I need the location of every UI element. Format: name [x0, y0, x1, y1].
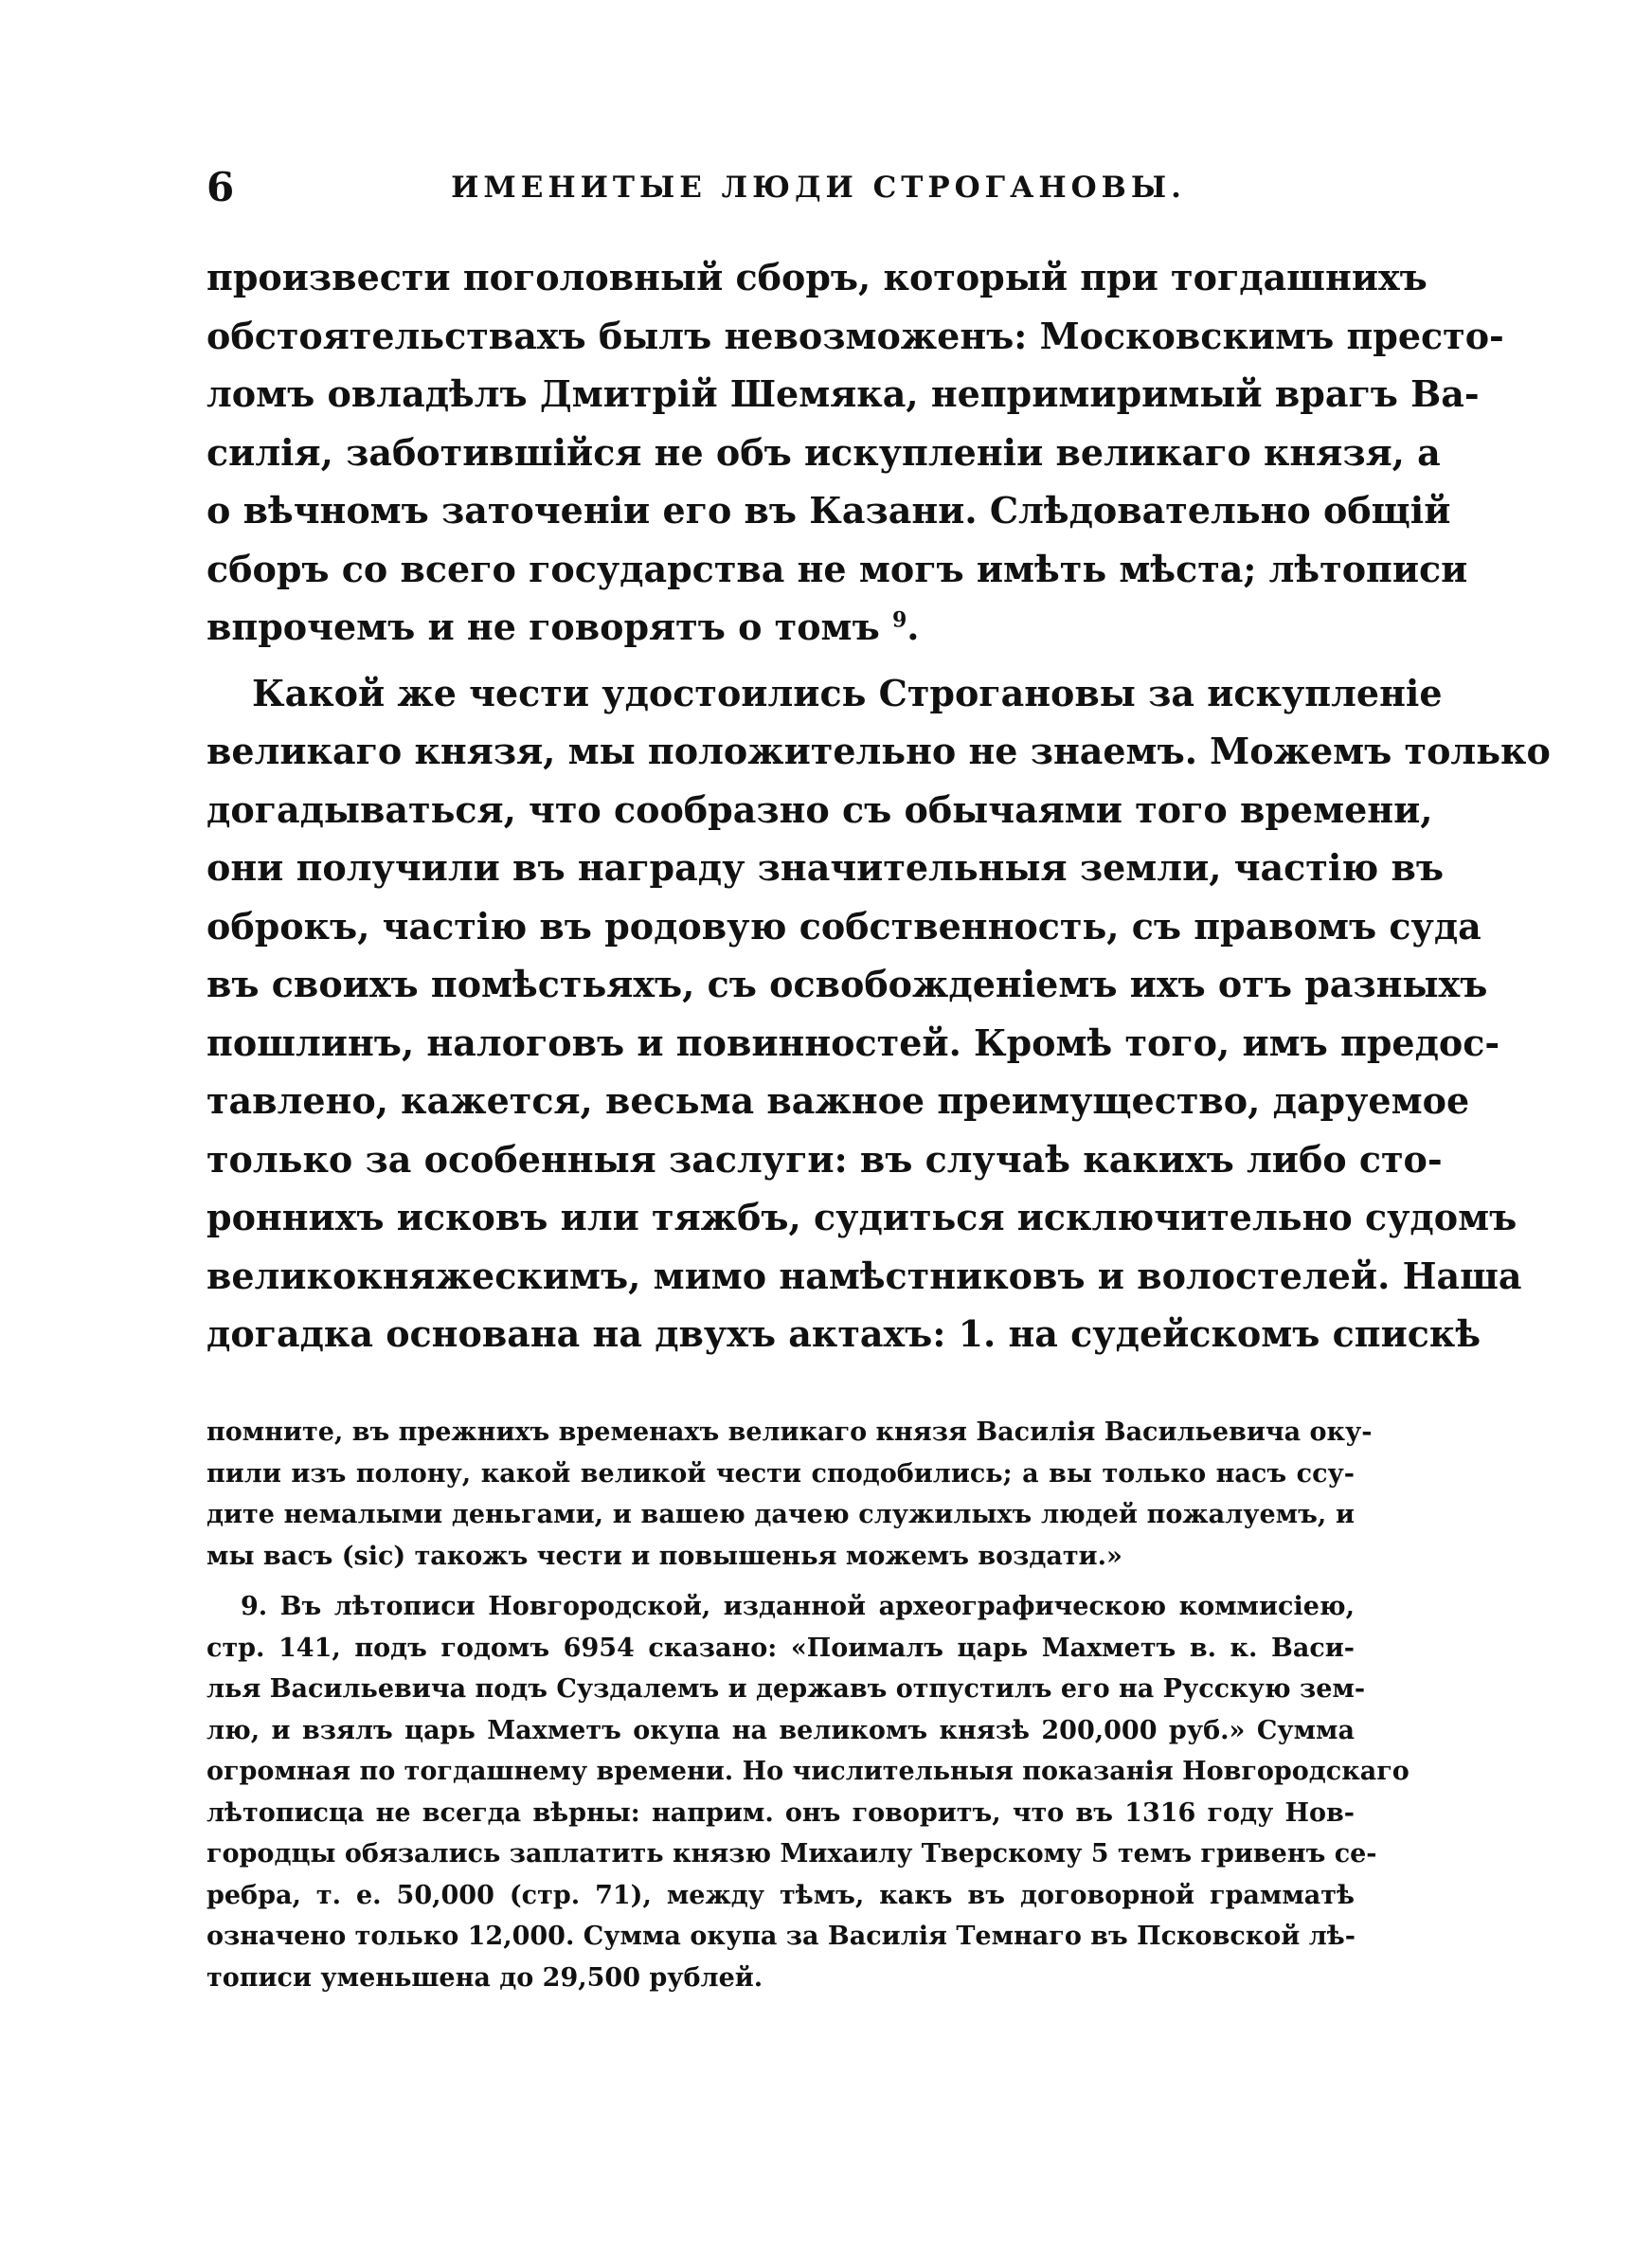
- footnote-9-line: тописи уменьшена до 29,500 рублей.: [206, 1962, 763, 1993]
- text-line: догадываться, что сообразно съ обычаями того времени,: [206, 787, 1433, 831]
- footnote-9-line: стр. 141, подъ годомъ 6954 сказано: «Поималъ царь Махметъ в. к. Васи-: [206, 1633, 1355, 1663]
- text-line: въ своихъ помѣстьяхъ, съ освобожденіемъ ихъ отъ разныхъ: [206, 963, 1488, 1005]
- text-line: оброкъ, частію въ родовую собственность, съ правомъ суда: [206, 904, 1481, 948]
- footnote-9-line: лья Васильевича подъ Суздалемъ и державъ отпустилъ его на Русскую зем-: [206, 1674, 1366, 1704]
- footnote-line: помните, въ прежнихъ временахъ великаго князя Василія Васильевича оку-: [206, 1417, 1373, 1447]
- footnote-9-line: ребра, т. е. 50,000 (стр. 71), между тѣмъ, какъ въ договорной грамматѣ: [206, 1880, 1355, 1910]
- footnotes: [206, 1412, 1410, 1998]
- footnote-9-line: 9. Въ лѣтописи Новгородской, изданной археографическою коммисіею,: [241, 1592, 1355, 1621]
- page-header: [206, 159, 1355, 216]
- text-line: тавлено, кажется, весьма важное преимущество, даруемое: [206, 1079, 1470, 1122]
- text-line: они получили въ награду значительныя земли, частію въ: [206, 846, 1445, 889]
- text-line: о вѣчномъ заточеніи его въ Казани. Слѣдовательно общій: [206, 489, 1451, 532]
- main-text: [206, 248, 1551, 1363]
- text-line: догадка основана на двухъ актахъ: 1. на судейскомъ спискѣ: [206, 1312, 1481, 1355]
- footnote-line: мы васъ (sic) такожъ чести и повышенья можемъ воздати.»: [206, 1541, 1122, 1571]
- running-title: ИМЕНИТЫЕ ЛЮДИ СТРОГАНОВЫ.: [451, 171, 1186, 205]
- footnote-9-line: означено только 12,000. Сумма окупа за Василія Темнаго въ Псковской лѣ-: [206, 1922, 1356, 1951]
- text-line: обстоятельствахъ былъ невозможенъ: Московскимъ престо-: [206, 314, 1504, 357]
- text-line: силія, заботившійся не объ искупленіи великаго князя, а: [206, 430, 1441, 474]
- footnote-line: дите немалыми деньгами, и вашею дачею служилыхъ людей пожалуемъ, и: [206, 1500, 1355, 1529]
- text-fragment: .: [907, 605, 920, 648]
- text-line: сборъ со всего государства не могъ имѣть мѣста; лѣтописи: [206, 547, 1468, 590]
- page-number: 6: [206, 164, 235, 210]
- footnote-9-line: городцы обязались заплатить князю Михаилу Тверскому 5 темъ гривенъ се-: [206, 1839, 1377, 1869]
- footnote-reference: 9: [891, 607, 907, 633]
- footnote-9-line: лю, и взялъ царь Махметъ окупа на великомъ князѣ 200,000 руб.» Сумма: [206, 1715, 1355, 1745]
- text-line: великаго князя, мы положительно не знаемъ. Можемъ только: [206, 730, 1551, 772]
- footnote-9-line: лѣтописца не всегда вѣрны: наприм. онъ говоритъ, что въ 1316 году Нов-: [206, 1797, 1355, 1828]
- text-line: произвести поголовный сборъ, который при тогдашнихъ: [206, 256, 1428, 298]
- text-line: только за особенныя заслуги: въ случаѣ какихъ либо сто-: [206, 1137, 1443, 1181]
- text-line: ломъ овладѣлъ Дмитрій Шемяка, непримиримый врагъ Ва-: [206, 372, 1480, 415]
- text-line: [206, 598, 1355, 657]
- footnote-line: пили изъ полону, какой великой чести сподобились; а вы только насъ ссу-: [206, 1458, 1355, 1489]
- text-fragment: впрочемъ и не говорятъ о томъ: [206, 605, 880, 648]
- text-line: роннихъ исковъ или тяжбъ, судиться исключительно судомъ: [206, 1196, 1517, 1238]
- text-line: пошлинъ, налоговъ и повинностей. Кромѣ того, имъ предос-: [206, 1020, 1500, 1064]
- text-line: Какой же чести удостоились Строгановы за искупленіе: [252, 671, 1443, 714]
- footnote-9-line: огромная по тогдашнему времени. Но числительныя показанія Новгородскаго: [206, 1757, 1410, 1786]
- text-line: великокняжескимъ, мимо намѣстниковъ и волостелей. Наша: [206, 1254, 1522, 1297]
